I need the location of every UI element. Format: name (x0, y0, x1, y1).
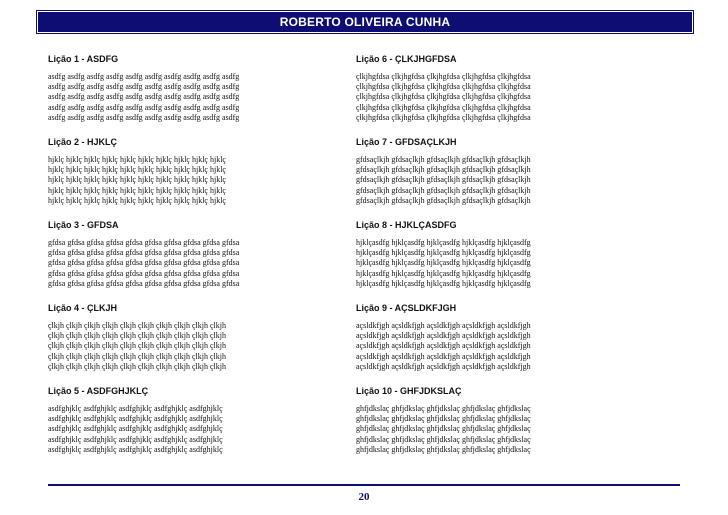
lesson-block (356, 301, 656, 384)
exercise-line: ghfjdkslaç ghfjdkslaç ghfjdkslaç ghfjdkslaç ghfjdkslaç (356, 414, 531, 424)
exercise-line: hjklçasdfg hjklçasdfg hjklçasdfg hjklçasdfg hjklçasdfg (356, 258, 531, 268)
exercise-line: açsldkfjgh açsldkfjgh açsldkfjgh açsldkfjgh açsldkfjgh (356, 351, 531, 361)
exercise-line: ghfjdkslaç ghfjdkslaç ghfjdkslaç ghfjdkslaç ghfjdkslaç (356, 404, 531, 413)
exercise-line: hjklç hjklç hjklç hjklç hjklç hjklç hjklç hjklç hjklç hjklç (48, 155, 226, 164)
left-column (48, 52, 348, 467)
exercise-line: gfdsaçlkjh gfdsaçlkjh gfdsaçlkjh gfdsaçlkjh gfdsaçlkjh (356, 185, 531, 195)
lesson-title: Lição 9 - AÇSLDKFJGH (356, 303, 457, 313)
exercise-line: hjklçasdfg hjklçasdfg hjklçasdfg hjklçasdfg hjklçasdfg (356, 238, 531, 247)
page-number: 20 (358, 491, 370, 503)
header-bar (36, 10, 694, 34)
exercise-line: açsldkfjgh açsldkfjgh açsldkfjgh açsldkfjgh açsldkfjgh (356, 321, 531, 330)
lesson-block (48, 135, 348, 218)
exercise-line: asdfghjklç asdfghjklç asdfghjklç asdfghjklç asdfghjklç (48, 434, 223, 444)
exercise-line: gfdsaçlkjh gfdsaçlkjh gfdsaçlkjh gfdsaçlkjh gfdsaçlkjh (356, 155, 531, 164)
lesson-title: Lição 7 - GFDSAÇLKJH (356, 137, 457, 147)
exercise-line: çlkjh çlkjh çlkjh çlkjh çlkjh çlkjh çlkjh çlkjh çlkjh çlkjh (48, 341, 226, 351)
exercise-line: asdfghjklç asdfghjklç asdfghjklç asdfghjklç asdfghjklç (48, 414, 223, 424)
exercise-line: asdfghjklç asdfghjklç asdfghjklç asdfghjklç asdfghjklç (48, 424, 223, 434)
exercise-line: asdfg asdfg asdfg asdfg asdfg asdfg asdfg asdfg asdfg asdfg (48, 112, 240, 122)
exercise-line: hjklçasdfg hjklçasdfg hjklçasdfg hjklçasdfg hjklçasdfg (356, 248, 531, 258)
exercise-line: asdfg asdfg asdfg asdfg asdfg asdfg asdfg asdfg asdfg asdfg (48, 72, 240, 81)
exercise-line: ghfjdkslaç ghfjdkslaç ghfjdkslaç ghfjdkslaç ghfjdkslaç (356, 434, 531, 444)
exercise-line: hjklç hjklç hjklç hjklç hjklç hjklç hjklç hjklç hjklç hjklç (48, 195, 226, 205)
exercise-line: gfdsa gfdsa gfdsa gfdsa gfdsa gfdsa gfdsa gfdsa gfdsa gfdsa (48, 258, 240, 268)
exercise-line: çlkjhgfdsa çlkjhgfdsa çlkjhgfdsa çlkjhgfdsa çlkjhgfdsa (356, 92, 531, 102)
exercise-line: gfdsaçlkjh gfdsaçlkjh gfdsaçlkjh gfdsaçlkjh gfdsaçlkjh (356, 165, 531, 175)
exercise-line: açsldkfjgh açsldkfjgh açsldkfjgh açsldkfjgh açsldkfjgh (356, 341, 531, 351)
lesson-title: Lição 6 - ÇLKJHGFDSA (356, 54, 457, 64)
footer-rule (48, 484, 680, 486)
exercise-line: hjklç hjklç hjklç hjklç hjklç hjklç hjklç hjklç hjklç hjklç (48, 185, 226, 195)
lesson-title: Lição 8 - HJKLÇASDFG (356, 220, 457, 230)
exercise-line: çlkjhgfdsa çlkjhgfdsa çlkjhgfdsa çlkjhgfdsa çlkjhgfdsa (356, 72, 531, 81)
exercise-line: asdfghjklç asdfghjklç asdfghjklç asdfghjklç asdfghjklç (48, 444, 223, 454)
exercise-line: gfdsa gfdsa gfdsa gfdsa gfdsa gfdsa gfdsa gfdsa gfdsa gfdsa (48, 248, 240, 258)
exercise-line: ghfjdkslaç ghfjdkslaç ghfjdkslaç ghfjdkslaç ghfjdkslaç (356, 424, 531, 434)
lesson-block (356, 135, 656, 218)
exercise-line: çlkjhgfdsa çlkjhgfdsa çlkjhgfdsa çlkjhgfdsa çlkjhgfdsa (356, 82, 531, 92)
lesson-title: Lição 2 - HJKLÇ (48, 137, 118, 147)
exercise-line: çlkjh çlkjh çlkjh çlkjh çlkjh çlkjh çlkjh çlkjh çlkjh çlkjh (48, 351, 226, 361)
lesson-block (48, 301, 348, 384)
lesson-block (356, 52, 656, 135)
lesson-title: Lição 1 - ASDFG (48, 54, 119, 64)
page-title: ROBERTO OLIVEIRA CUNHA (279, 15, 451, 29)
exercise-line: açsldkfjgh açsldkfjgh açsldkfjgh açsldkfjgh açsldkfjgh (356, 331, 531, 341)
exercise-line: gfdsa gfdsa gfdsa gfdsa gfdsa gfdsa gfdsa gfdsa gfdsa gfdsa (48, 278, 240, 288)
exercise-line: ghfjdkslaç ghfjdkslaç ghfjdkslaç ghfjdkslaç ghfjdkslaç (356, 444, 531, 454)
exercise-line: çlkjh çlkjh çlkjh çlkjh çlkjh çlkjh çlkjh çlkjh çlkjh çlkjh (48, 331, 226, 341)
lesson-block (356, 218, 656, 301)
exercise-line: hjklç hjklç hjklç hjklç hjklç hjklç hjklç hjklç hjklç hjklç (48, 165, 226, 175)
lesson-block (48, 384, 348, 467)
exercise-line: çlkjhgfdsa çlkjhgfdsa çlkjhgfdsa çlkjhgfdsa çlkjhgfdsa (356, 102, 531, 112)
exercise-line: gfdsa gfdsa gfdsa gfdsa gfdsa gfdsa gfdsa gfdsa gfdsa gfdsa (48, 268, 240, 278)
exercise-line: gfdsaçlkjh gfdsaçlkjh gfdsaçlkjh gfdsaçlkjh gfdsaçlkjh (356, 175, 531, 185)
exercise-line: asdfghjklç asdfghjklç asdfghjklç asdfghjklç asdfghjklç (48, 404, 223, 413)
exercise-line: çlkjhgfdsa çlkjhgfdsa çlkjhgfdsa çlkjhgfdsa çlkjhgfdsa (356, 112, 531, 122)
exercise-line: hjklçasdfg hjklçasdfg hjklçasdfg hjklçasdfg hjklçasdfg (356, 278, 531, 288)
exercise-line: hjklçasdfg hjklçasdfg hjklçasdfg hjklçasdfg hjklçasdfg (356, 268, 531, 278)
exercise-line: açsldkfjgh açsldkfjgh açsldkfjgh açsldkfjgh açsldkfjgh (356, 361, 531, 371)
exercise-line: asdfg asdfg asdfg asdfg asdfg asdfg asdfg asdfg asdfg asdfg (48, 82, 240, 92)
lesson-title: Lição 10 - GHFJDKSLAÇ (356, 386, 462, 396)
exercise-line: gfdsa gfdsa gfdsa gfdsa gfdsa gfdsa gfdsa gfdsa gfdsa gfdsa (48, 238, 240, 247)
exercise-line: asdfg asdfg asdfg asdfg asdfg asdfg asdfg asdfg asdfg asdfg (48, 92, 240, 102)
lesson-title: Lição 4 - ÇLKJH (48, 303, 118, 313)
exercise-line: gfdsaçlkjh gfdsaçlkjh gfdsaçlkjh gfdsaçlkjh gfdsaçlkjh (356, 195, 531, 205)
lesson-title: Lição 3 - GFDSA (48, 220, 119, 230)
exercise-line: hjklç hjklç hjklç hjklç hjklç hjklç hjklç hjklç hjklç hjklç (48, 175, 226, 185)
lesson-block (48, 218, 348, 301)
exercise-line: çlkjh çlkjh çlkjh çlkjh çlkjh çlkjh çlkjh çlkjh çlkjh çlkjh (48, 361, 226, 371)
lesson-block (48, 52, 348, 135)
exercise-line: çlkjh çlkjh çlkjh çlkjh çlkjh çlkjh çlkjh çlkjh çlkjh çlkjh (48, 321, 226, 330)
exercise-line: asdfg asdfg asdfg asdfg asdfg asdfg asdfg asdfg asdfg asdfg (48, 102, 240, 112)
lesson-title: Lição 5 - ASDFGHJKLÇ (48, 386, 149, 396)
right-column (356, 52, 656, 467)
lesson-block (356, 384, 656, 467)
